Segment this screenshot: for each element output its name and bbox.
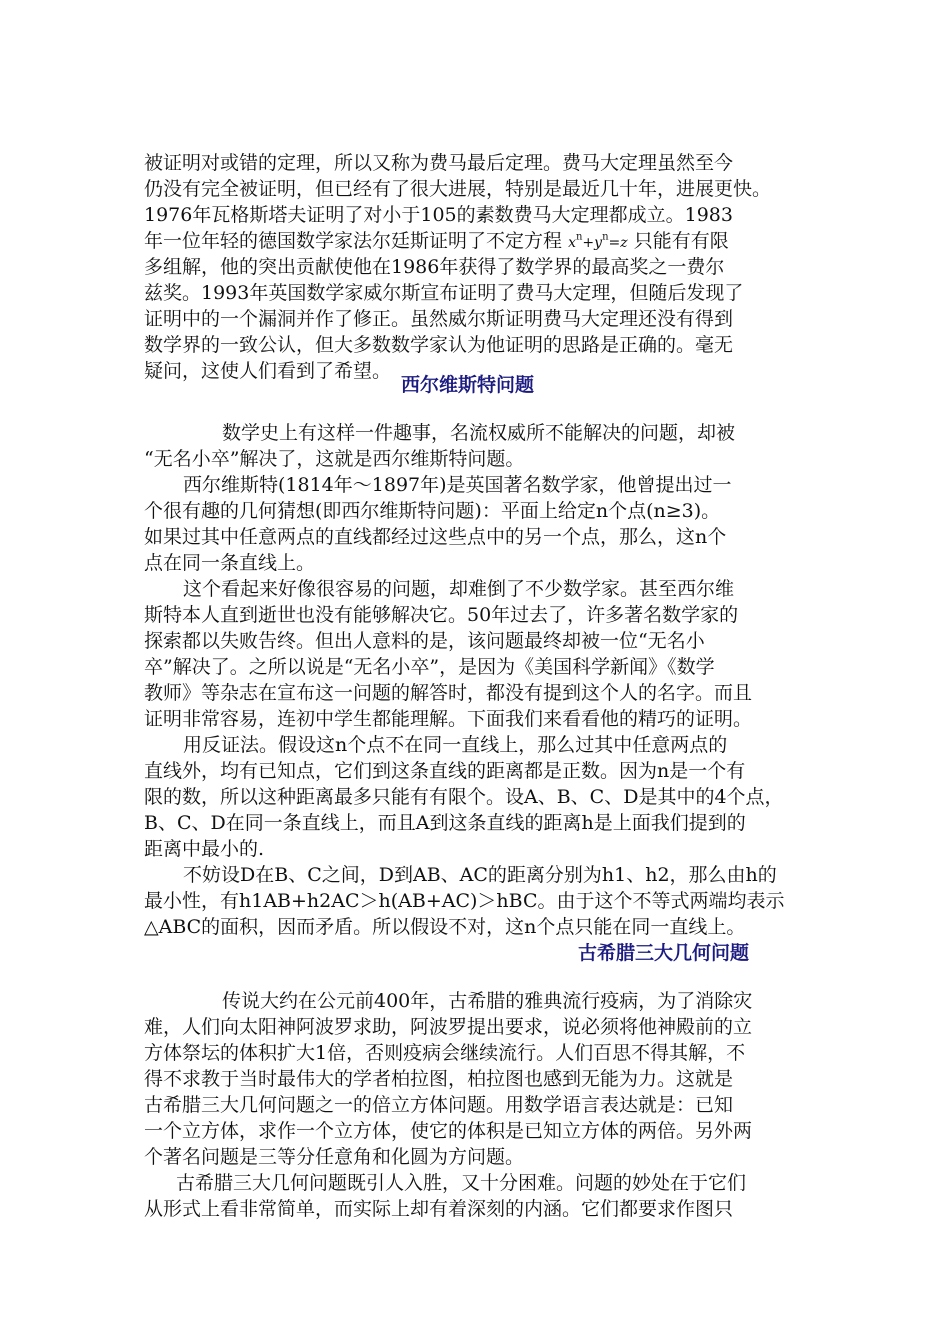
text-line: 得不求教于当时最伟大的学者柏拉图，柏拉图也感到无能为力。这就是 [144,1068,734,1090]
text-segment: 年一位年轻的德国数学家法尔廷斯证明了不定方程 [144,230,563,252]
text-line: 难，人们向太阳神阿波罗求助，阿波罗提出要求，说必须将他神殿前的立 [144,1016,753,1038]
text-line: 一个立方体，求作一个立方体，使它的体积是已知立方体的两倍。另外两 [144,1120,753,1142]
text-line: “无名小卒”解决了，这就是西尔维斯特问题。 [144,448,525,470]
text-line: 方体祭坛的体积扩大1倍，否则疫病会继续流行。人们百思不得其解，不 [144,1042,746,1064]
text-line: 古希腊三大几何问题既引人入胜，又十分困难。问题的妙处在于它们 [176,1172,747,1194]
text-line: 数学界的一致公认，但大多数数学家认为他证明的思路是正确的。毫无 [144,334,734,356]
text-line: 教师》等杂志在宣布这一问题的解答时，都没有提到这个人的名字。而且 [144,682,753,704]
text-line: 如果过其中任意两点的直线都经过这些点中的另一个点，那么，这n个 [144,526,727,548]
text-line: B、C、D在同一条直线上，而且A到这条直线的距离h是上面我们提到的 [144,812,746,834]
equation: $x^n+y^n=z$ [568,231,628,251]
text-line: 古希腊三大几何问题之一的倍立方体问题。用数学语言表达就是：已知 [144,1094,734,1116]
text-line: 个著名问题是三等分任意角和化圆为方问题。 [144,1146,525,1168]
text-line: 兹奖。1993年英国数学家威尔斯宣布证明了费马大定理，但随后发现了 [144,282,744,304]
text-line: 数学史上有这样一件趣事，名流权威所不能解决的问题，却被 [222,422,736,444]
text-line: 个很有趣的几何猜想(即西尔维斯特问题)：平面上给定n个点(n≥3)。 [144,500,721,522]
text-line: 卒”解决了。之所以说是“无名小卒”，是因为《美国科学新闻》《数学 [144,656,715,678]
text-line: 证明中的一个漏洞并作了修正。虽然威尔斯证明费马大定理还没有得到 [144,308,734,330]
section-heading: 西尔维斯特问题 [401,374,535,396]
text-line: 限的数，所以这种距离最多只能有有限个。设A、B、C、D是其中的4个点， [144,786,784,808]
text-line-with-equation [144,228,824,256]
text-segment: 只能有有限 [633,230,729,252]
section-heading: 古希腊三大几何问题 [578,942,750,964]
text-line: 疑问，这使人们看到了希望。 [144,360,392,382]
text-line: 点在同一条直线上。 [144,552,316,574]
text-line: 斯特本人直到逝世也没有能够解决它。50年过去了，许多著名数学家的 [144,604,739,626]
text-line: 从形式上看非常简单，而实际上却有着深刻的内涵。它们都要求作图只 [144,1198,734,1220]
text-line: 传说大约在公元前400年，古希腊的雅典流行疫病，为了消除灾 [222,990,753,1012]
text-line: 探索都以失败告终。但出人意料的是，该问题最终却被一位“无名小 [144,630,705,652]
text-line: △ABC的面积，因而矛盾。所以假设不对，这n个点只能在同一直线上。 [144,916,746,938]
text-line: 西尔维斯特(1814年～1897年)是英国著名数学家，他曾提出过一 [183,474,732,496]
text-line: 这个看起来好像很容易的问题，却难倒了不少数学家。甚至西尔维 [183,578,735,600]
text-line: 证明非常容易，连初中学生都能理解。下面我们来看看他的精巧的证明。 [144,708,753,730]
text-line: 多组解，他的突出贡献使他在1986年获得了数学界的最高奖之一费尔 [144,256,725,278]
text-line: 距离中最小的. [144,838,265,860]
text-line: 最小性，有h1AB+h2AC＞h(AB+AC)＞hBC。由于这个不等式两端均表示 [144,890,785,912]
text-line: 被证明对或错的定理，所以又称为费马最后定理。费马大定理虽然至今 [144,152,734,174]
text-line: 1976年瓦格斯塔夫证明了对小于105的素数费马大定理都成立。1983 [144,204,733,226]
text-line: 用反证法。假设这n个点不在同一直线上，那么过其中任意两点的 [183,734,728,756]
text-line: 仍没有完全被证明，但已经有了很大进展，特别是最近几十年，进展更快。 [144,178,772,200]
text-line: 直线外，均有已知点，它们到这条直线的距离都是正数。因为n是一个有 [144,760,746,782]
text-line: 不妨设D在B、C之间，D到AB、AC的距离分别为h1、h2，那么由h的 [183,864,777,886]
